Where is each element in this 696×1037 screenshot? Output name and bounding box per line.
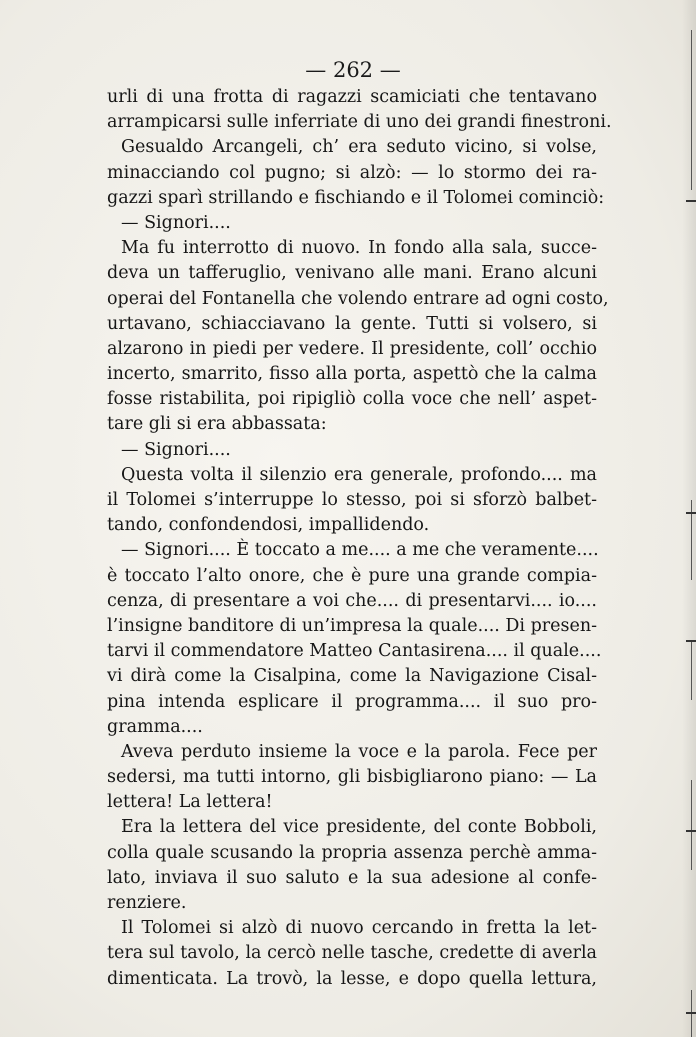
text-line: vi dirà come la Cisalpina, come la Navigazione Cisal- <box>107 666 597 687</box>
text-line: tera sul tavolo, la cercò nelle tasche, credette di averla <box>107 943 597 964</box>
text-line: deva un tafferuglio, venivano alle mani. Erano alcuni <box>107 263 597 284</box>
text-line: renziere. <box>107 893 187 913</box>
text-line: urtavano, schiacciavano la gente. Tutti si volsero, si <box>107 313 597 334</box>
text-line: operai del Fontanella che volendo entrare ad ogni costo, <box>107 288 609 309</box>
text-line: — Signori.... È toccato a me.... a me che veramente.... <box>121 540 599 561</box>
text-line: minacciando col pugno; si alzò: — lo stormo dei ra- <box>107 162 597 183</box>
text-line: cenza, di presentare a voi che.... di presentarvi.... io.... <box>107 590 597 611</box>
binding-mark <box>691 30 693 190</box>
text-line: incerto, smarrito, fisso alla porta, aspettò che la calma <box>107 364 597 385</box>
page-edge-shadow <box>682 0 696 1037</box>
text-line: gazzi sparì strillando e fischiando e il Tolomei cominciò: <box>107 187 605 208</box>
text-line: Gesualdo Arcangeli, ch’ era seduto vicino, si volse, <box>121 137 597 158</box>
text-line: alzarono in piedi per vedere. Il presidente, coll’ occhio <box>107 338 597 359</box>
text-line: è toccato l’alto onore, che è pure una grande compia- <box>107 565 597 586</box>
binding-mark <box>686 640 696 642</box>
text-line: Questa volta il silenzio era generale, profondo.... ma <box>121 464 597 485</box>
text-line: lato, inviava il suo saluto e la sua adesione al confe- <box>107 867 597 888</box>
text-line: l’insigne banditore di un’impresa la quale.... Di presen- <box>107 615 598 636</box>
text-line: fosse ristabilita, poi ripigliò colla voce che nell’ aspet- <box>107 389 597 410</box>
text-line: Ma fu interrotto di nuovo. In fondo alla sala, succe- <box>121 238 597 259</box>
binding-mark <box>686 1012 696 1014</box>
text-line: arrampicarsi sulle inferriate di uno dei grandi finestroni. <box>107 112 612 133</box>
binding-mark <box>691 640 693 700</box>
text-line: — Signori.... <box>121 439 231 460</box>
text-line: pina intenda esplicare il programma.... il suo pro- <box>107 691 597 712</box>
binding-mark <box>686 512 696 514</box>
text-line: il Tolomei s’interruppe lo stesso, poi si sforzò balbet- <box>107 490 597 510</box>
text-line: tando, confondendosi, impallidendo. <box>107 515 430 536</box>
text-line: urli di una frotta di ragazzi scamiciati che tentavano <box>107 87 597 107</box>
binding-mark <box>686 830 696 832</box>
text-line: Era la lettera del vice presidente, del conte Bobboli, <box>121 817 597 838</box>
body-text <box>107 85 612 992</box>
text-line: colla quale scusando la propria assenza perchè amma- <box>107 842 597 863</box>
text-line: dimenticata. La trovò, la lesse, e dopo quella lettura, <box>107 968 597 989</box>
text-line: sedersi, ma tutti intorno, gli bisbigliarono piano: — La <box>107 767 597 788</box>
binding-mark <box>691 780 693 870</box>
text-line: — Signori.... <box>121 212 231 233</box>
page-number: — 262 — <box>305 58 401 82</box>
text-line: gramma.... <box>107 716 203 737</box>
text-line: Aveva perduto insieme la voce e la parola. Fece per <box>121 741 597 762</box>
text-line: Il Tolomei si alzò di nuovo cercando in fretta la let- <box>121 918 597 939</box>
text-line: lettera! La lettera! <box>107 792 273 813</box>
binding-mark <box>686 200 696 202</box>
text-line: tare gli si era abbassata: <box>107 414 327 435</box>
text-line: tarvi il commendatore Matteo Cantasirena.... il quale.... <box>107 641 602 662</box>
